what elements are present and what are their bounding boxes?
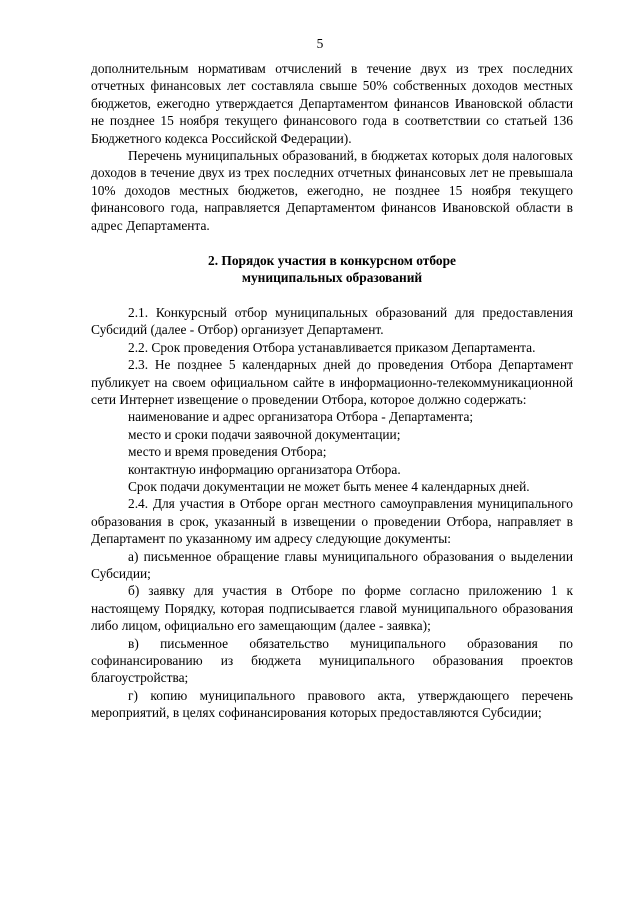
clause-2-4: 2.4. Для участия в Отборе орган местного самоуправления муниципального образования в срок, указанный в извещении о проведении Отбора, направляет в Департамент по указанному им адресу следующие документы: [91, 496, 573, 547]
document-item-c: в) письменное обязательство муниципального образования по софинансированию из бюджета муниципального образования проектов благоустройства; [91, 635, 573, 686]
clause-2-1: 2.1. Конкурсный отбор муниципальных образований для предоставления Субсидий (далее - Отбор) организует Департамент. [91, 304, 573, 338]
document-item-a: а) письменное обращение главы муниципального образования о выделении Субсидии; [91, 548, 573, 581]
section-heading-line-1: 2. Порядок участия в конкурсном отборе [208, 253, 456, 269]
intro-paragraph-list-note: Перечень муниципальных образований, в бюджетах которых доля налоговых доходов в течение двух из трех последних отчетных финансовых лет не превышала 10% доходов местных бюджетов, ежегодно, не позднее 15 ноября текущего финансового года, направляется Департаментом финансов Ивановской области в адрес Департамента. [91, 148, 573, 233]
section-heading-line-2: муниципальных образований [241, 270, 423, 286]
document-body [91, 60, 573, 722]
clause-2-3: 2.3. Не позднее 5 календарных дней до проведения Отбора Департамент публикует на своем официальном сайте в информационно-телекоммуникационной сети Интернет извещение о проведении Отбора, которое должно содержать: [91, 357, 573, 407]
page-number: 5 [316, 36, 324, 51]
notice-item: наименование и адрес организатора Отбора - Департамента; [128, 409, 474, 425]
document-item-b: б) заявку для участия в Отборе по форме согласно приложению 1 к настоящему Порядку, которая подписывается главой муниципального образования либо лицом, официально его замещающим (далее - заявка); [91, 583, 573, 634]
notice-item: место и сроки подачи заявочной документации; [128, 426, 401, 442]
section-heading [91, 252, 573, 287]
deadline-note: Срок подачи документации не может быть менее 4 календарных дней. [128, 478, 530, 494]
document-item-d: г) копию муниципального правового акта, утверждающего перечень мероприятий, в целях софинансирования которых предоставляются Субсидии; [91, 687, 573, 721]
notice-item: место и время проведения Отбора; [128, 444, 327, 460]
clause-2-2: 2.2. Срок проведения Отбора устанавливается приказом Департамента. [128, 339, 536, 355]
notice-item: контактную информацию организатора Отбора. [128, 461, 401, 477]
intro-paragraph-continuation: дополнительным нормативам отчислений в течение двух из трех последних отчетных финансовых лет составляла свыше 50% собственных доходов местных бюджетов, ежегодно утверждается Департаментом финансов Ивановской области не позднее 15 ноября текущего финансового года в соответствии со статьей 136 Бюджетного кодекса Российской Федерации). [91, 61, 573, 146]
